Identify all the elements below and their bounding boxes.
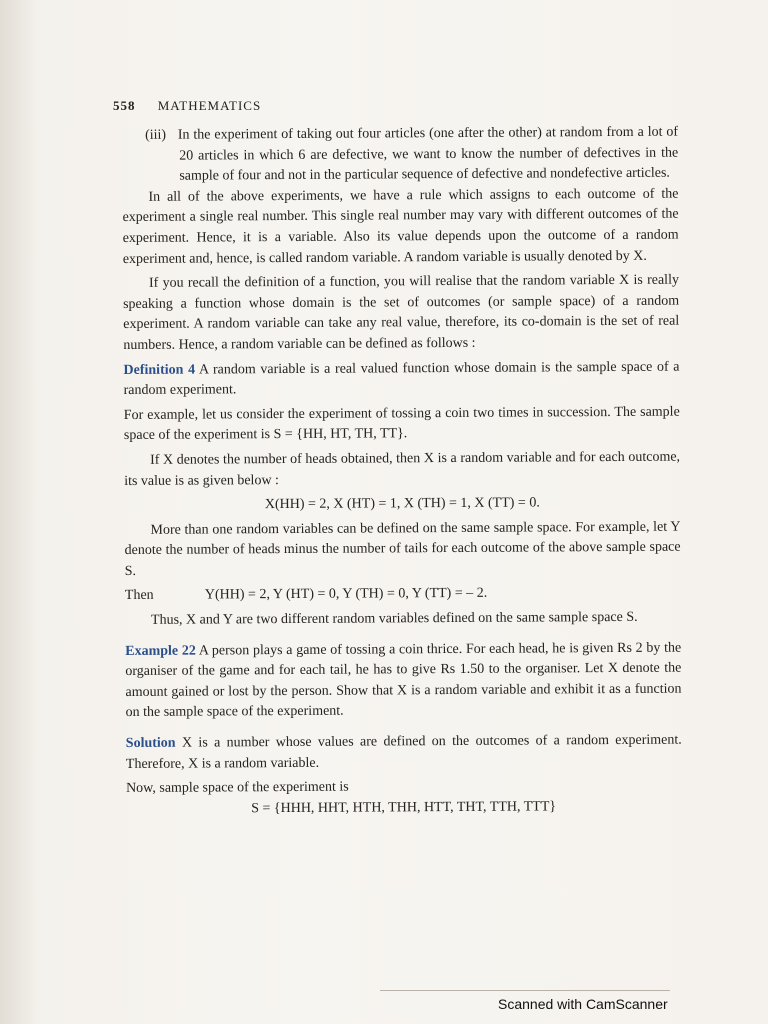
paragraph-x-y-different: Thus, X and Y are two different random variables defined on the same sample space S. xyxy=(150,609,638,628)
page-content xyxy=(122,123,682,821)
item-iii-label: (iii) xyxy=(145,127,167,143)
equation-sample-space: S = {HHH, HHT, HTH, THH, HTT, THT, TTH, TTT} xyxy=(251,799,557,817)
paragraph-x-heads: If X denotes the number of heads obtained, then X is a random variable and for each outcome, its value is as given below : xyxy=(124,449,681,489)
definition-text: A random variable is a real valued function whose domain is the sample space of a random experiment. xyxy=(123,359,680,399)
solution-text: X is a number whose values are defined on the outcomes of a random experiment. Therefore, X is a random variable. xyxy=(125,732,682,772)
paragraph-function: If you recall the definition of a function, you will realise that the random variable X is really speaking a function whose domain is the set of outcomes (or sample space) of a random experiment. A random variable can take any real value, therefore, its co-domain is the set of real numbers. Hence, a random variable can be defined as follows : xyxy=(123,272,680,353)
item-iii xyxy=(122,123,678,188)
paragraph-rule: In all of the above experiments, we have a rule which assigns to each outcome of the experiment a single real number. This single real number may vary with different outcomes of the experiment. Hence, it is a variable. Also its value depends upon the outcome of a random experiment and, hence, is called random variable. A random variable is usually denoted by X. xyxy=(122,186,679,267)
item-iii-text: In the experiment of taking out four articles (one after the other) at random from a lot of 20 articles in which 6 are defective, we want to know the number of defectives in the sample of four and not in the particular sequence of defective and nondefective articles. xyxy=(177,124,679,184)
page-edge-shadow xyxy=(0,0,40,1024)
running-title: MATHEMATICS xyxy=(157,98,262,113)
definition-label: Definition 4 xyxy=(123,362,196,378)
example-label: Example 22 xyxy=(125,643,196,659)
equation-y-values: Y(HH) = 2, Y (HT) = 0, Y (TH) = 0, Y (TT) = – 2. xyxy=(204,586,488,603)
paragraph-sample-space: Now, sample space of the experiment is xyxy=(126,779,349,797)
scanner-watermark: Scanned with CamScanner xyxy=(498,996,668,1012)
then-label: Then xyxy=(124,588,154,604)
page-number: 558 xyxy=(113,98,136,113)
solution-label: Solution xyxy=(125,735,176,752)
paragraph-multiple-rv: More than one random variables can be defined on the same sample space. For example, let Y denote the number of heads minus the number of tails for each outcome of the above sample space S. xyxy=(124,519,681,579)
then-equation-row xyxy=(125,583,681,607)
example-text: A person plays a game of tossing a coin thrice. For each head, he is given Rs 2 by the organiser of the game and for each tail, he has to give Rs 1.50 to the organiser. Let X denote the amount gained or lost by the person. Show that X is a random variable and exhibit it as a function on the sample space of the experiment. xyxy=(125,640,682,721)
paragraph-example-coin: For example, let us consider the experiment of tossing a coin two times in succession. The sample space of the experiment is S = {HH, HT, TH, TT}. xyxy=(123,404,680,444)
footer-rule xyxy=(380,990,670,991)
definition-4 xyxy=(123,357,679,402)
solution xyxy=(126,731,682,776)
equation-x-values: X(HH) = 2, X (HT) = 1, X (TH) = 1, X (TT) = 0. xyxy=(264,495,540,513)
page-header xyxy=(113,98,261,114)
example-22 xyxy=(125,638,681,724)
